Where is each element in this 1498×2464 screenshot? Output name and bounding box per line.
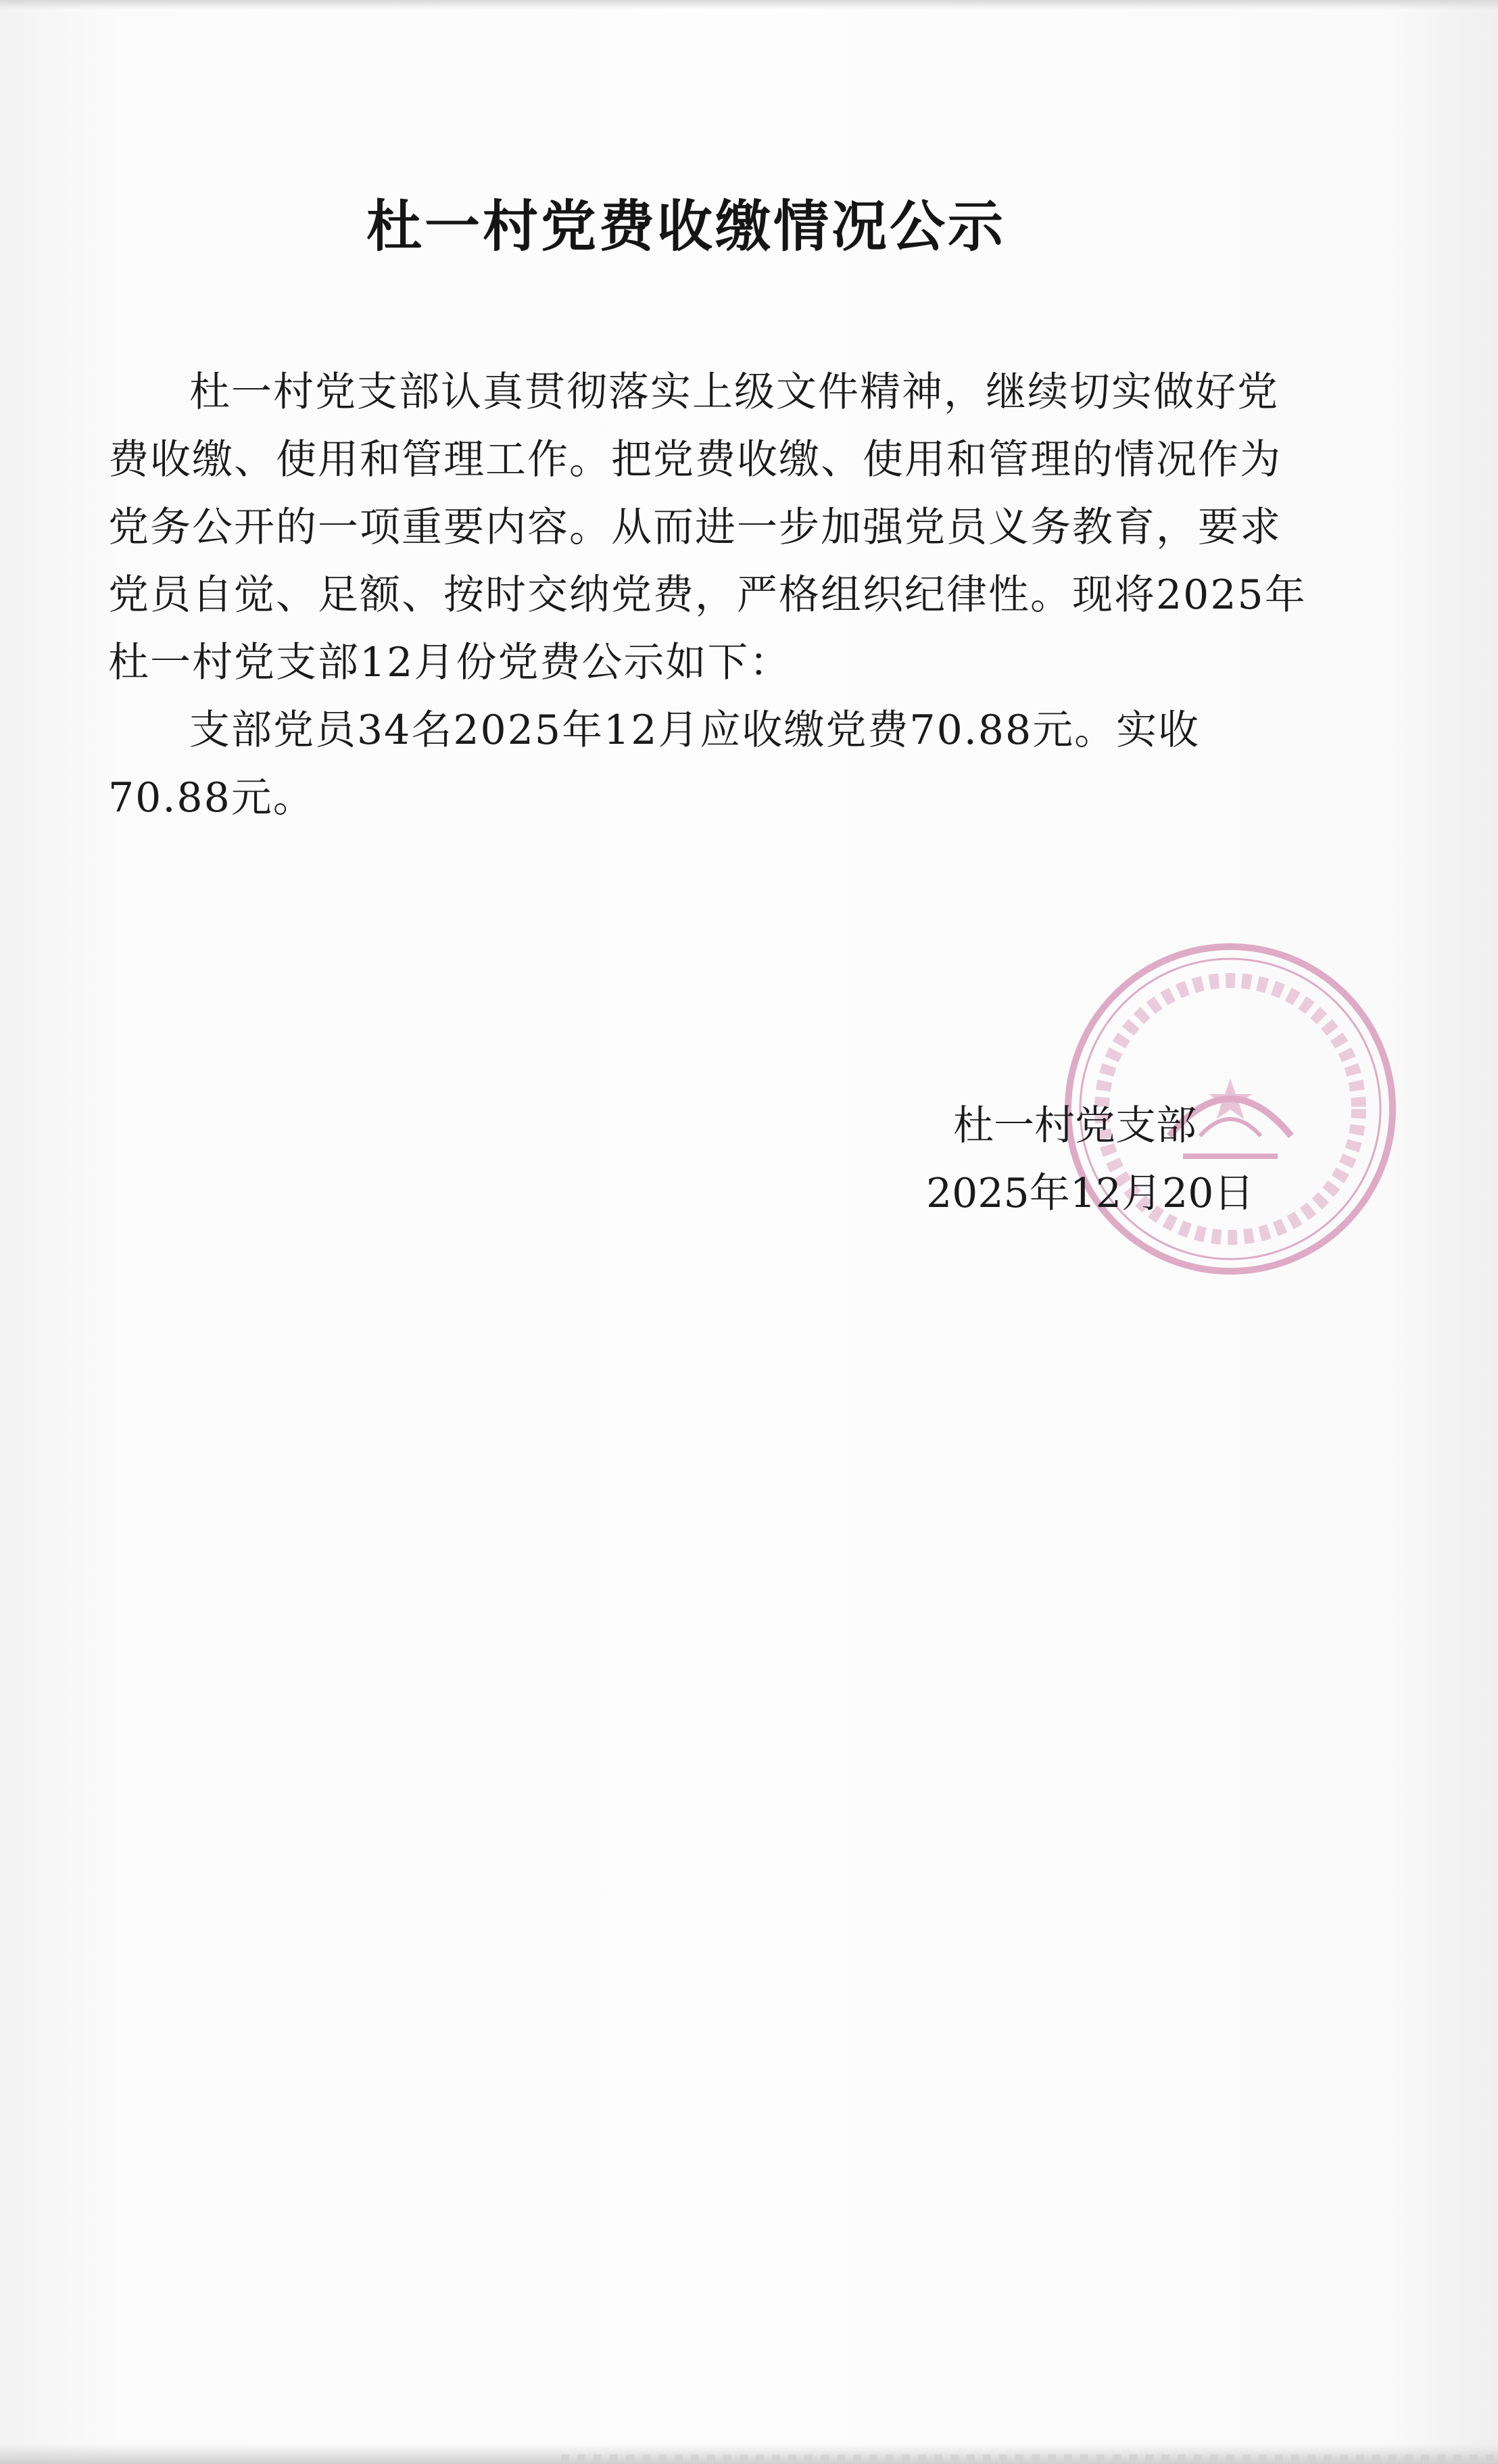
document-title: 杜一村党费收缴情况公示 xyxy=(366,194,1006,259)
document-body xyxy=(108,358,1311,832)
fee-summary-paragraph: 支部党员34名2025年12月应收缴党费70.88元。实收70.88元。 xyxy=(108,707,1201,822)
signature-date: 2025年12月20日 xyxy=(926,1170,1255,1217)
intro-paragraph: 杜一村党支部认真贯彻落实上级文件精神，继续切实做好党费收缴、使用和管理工作。把党费收缴、使用和管理的情况作为党务公开的一项重要内容。从而进一步加强党员义务教育，要求党员自觉、足额、按时交纳党费，严格组织纪律性。现将2025年杜一村党支部12月份党费公示如下： xyxy=(108,369,1307,686)
signature-block xyxy=(926,1092,1359,1227)
scan-top-shadow xyxy=(0,0,1498,9)
signature-organization: 杜一村党支部 xyxy=(953,1102,1197,1150)
scan-bottom-shadow xyxy=(0,2444,1498,2464)
